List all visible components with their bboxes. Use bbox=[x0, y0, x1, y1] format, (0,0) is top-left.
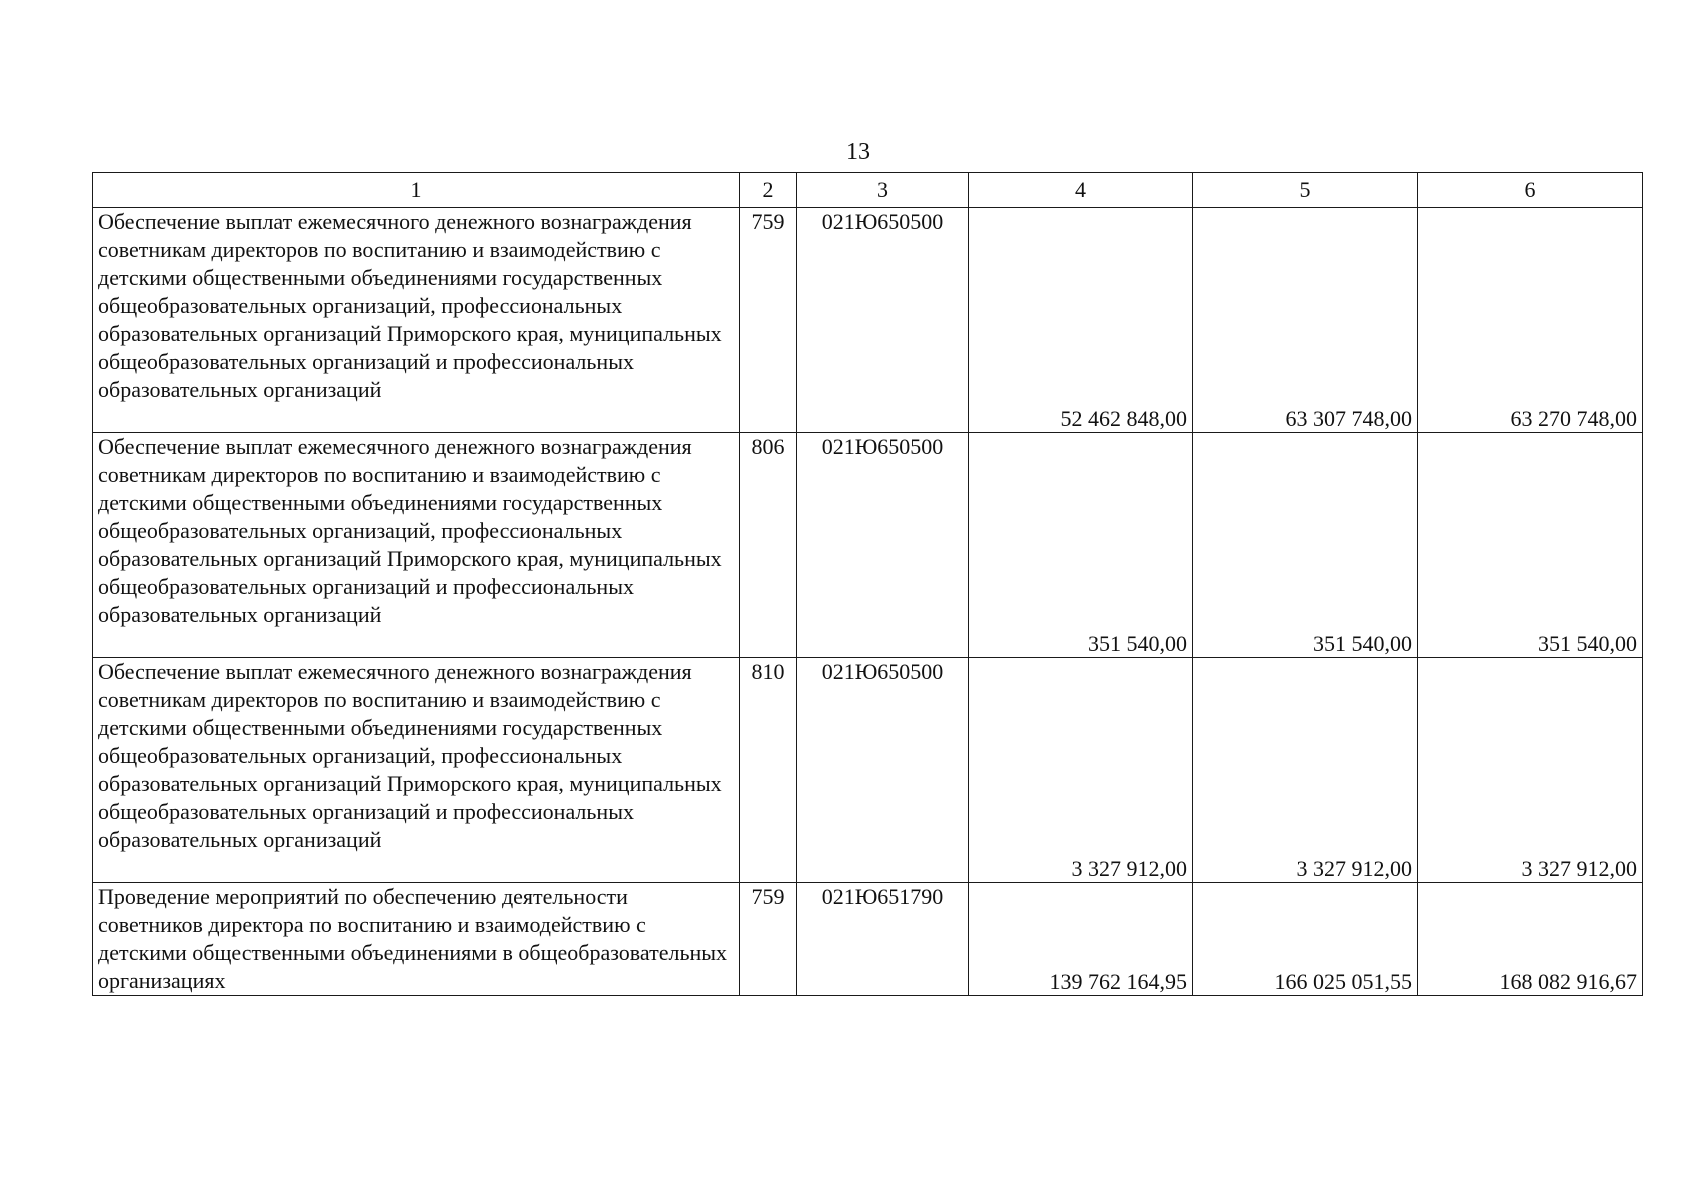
column-header-6: 6 bbox=[1418, 173, 1643, 208]
column-header-1: 1 bbox=[93, 173, 740, 208]
row-amount-col4: 52 462 848,00 bbox=[969, 208, 1193, 433]
row-target-article: 021Ю651790 bbox=[797, 883, 969, 996]
column-header-4: 4 bbox=[969, 173, 1193, 208]
page-number: 13 bbox=[846, 139, 870, 165]
row-amount-col5: 166 025 051,55 bbox=[1193, 883, 1418, 996]
row-description: Обеспечение выплат ежемесячного денежного вознаграждения советникам директоров по воспитанию и взаимодействию с детскими общественными объединениями государственных общеобразовательных организаций, профессиональных образовательных организаций Приморского края, муниципальных общеобразовательных организаций и профессиональных образовательных организаций bbox=[93, 433, 740, 658]
column-header-2: 2 bbox=[740, 173, 797, 208]
row-amount-col4: 3 327 912,00 bbox=[969, 658, 1193, 883]
row-ministry-code: 759 bbox=[740, 208, 797, 433]
row-target-article: 021Ю650500 bbox=[797, 433, 969, 658]
table-row bbox=[93, 658, 1643, 883]
row-ministry-code: 806 bbox=[740, 433, 797, 658]
column-header-5: 5 bbox=[1193, 173, 1418, 208]
row-ministry-code: 810 bbox=[740, 658, 797, 883]
row-amount-col6: 3 327 912,00 bbox=[1418, 658, 1643, 883]
row-amount-col5: 63 307 748,00 bbox=[1193, 208, 1418, 433]
budget-table bbox=[92, 172, 1643, 996]
table-row bbox=[93, 208, 1643, 433]
row-amount-col6: 63 270 748,00 bbox=[1418, 208, 1643, 433]
row-amount-col6: 351 540,00 bbox=[1418, 433, 1643, 658]
row-ministry-code: 759 bbox=[740, 883, 797, 996]
row-amount-col4: 139 762 164,95 bbox=[969, 883, 1193, 996]
row-description: Обеспечение выплат ежемесячного денежного вознаграждения советникам директоров по воспитанию и взаимодействию с детскими общественными объединениями государственных общеобразовательных организаций, профессиональных образовательных организаций Приморского края, муниципальных общеобразовательных организаций и профессиональных образовательных организаций bbox=[93, 208, 740, 433]
row-target-article: 021Ю650500 bbox=[797, 208, 969, 433]
row-description: Проведение мероприятий по обеспечению деятельности советников директора по воспитанию и взаимодействию с детскими общественными объединениями в общеобразовательных организациях bbox=[93, 883, 740, 996]
column-header-3: 3 bbox=[797, 173, 969, 208]
row-amount-col4: 351 540,00 bbox=[969, 433, 1193, 658]
row-amount-col5: 3 327 912,00 bbox=[1193, 658, 1418, 883]
row-amount-col6: 168 082 916,67 bbox=[1418, 883, 1643, 996]
table-row bbox=[93, 883, 1643, 996]
row-amount-col5: 351 540,00 bbox=[1193, 433, 1418, 658]
table-row bbox=[93, 433, 1643, 658]
row-target-article: 021Ю650500 bbox=[797, 658, 969, 883]
row-description: Обеспечение выплат ежемесячного денежного вознаграждения советникам директоров по воспитанию и взаимодействию с детскими общественными объединениями государственных общеобразовательных организаций, профессиональных образовательных организаций Приморского края, муниципальных общеобразовательных организаций и профессиональных образовательных организаций bbox=[93, 658, 740, 883]
column-number-row bbox=[93, 173, 1643, 208]
